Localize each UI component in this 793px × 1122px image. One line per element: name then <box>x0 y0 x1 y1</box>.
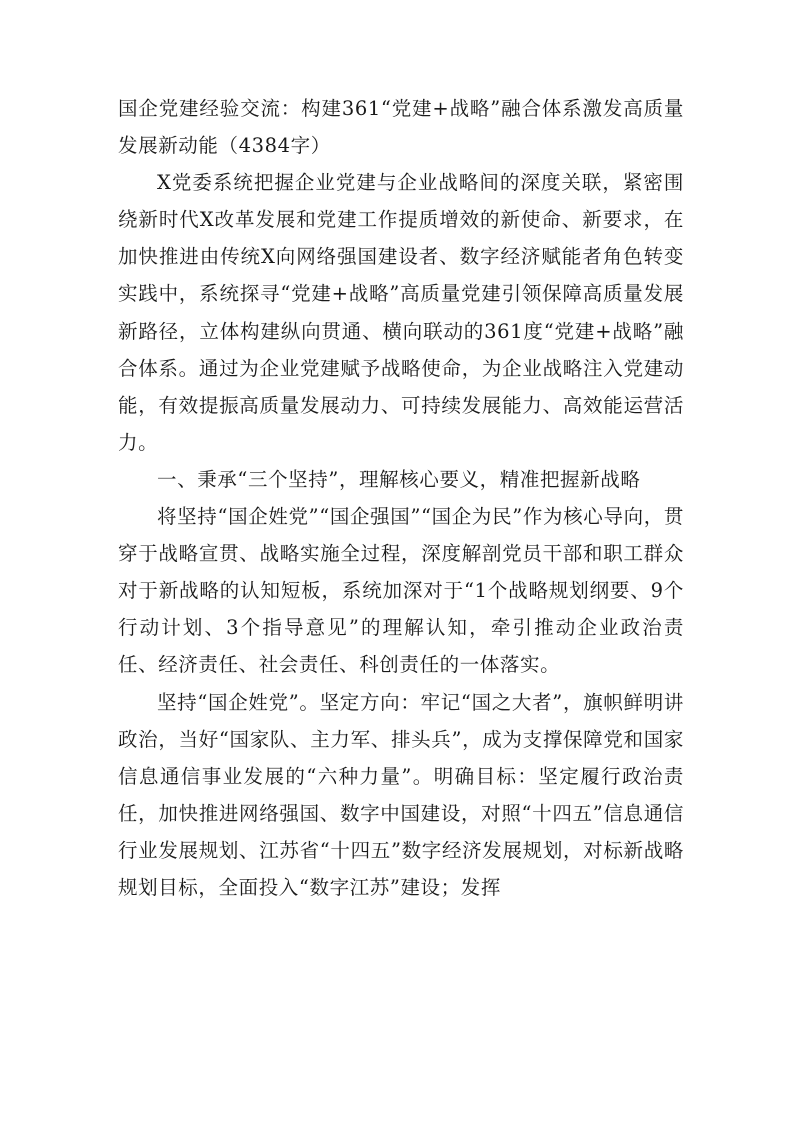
document-title: 国企党建经验交流：构建361“党建+战略”融合体系激发高质量发展新动能（4384字） <box>118 97 684 158</box>
section-heading-1: 一、秉承“三个坚持”，理解核心要义，精准把握新战略 <box>157 467 641 491</box>
intro-paragraph: X党委系统把握企业党建与企业战略间的深度关联，紧密围绕新时代X改革发展和党建工作提质增效的新使命、新要求，在加快推进由传统X向网络强国建设者、数字经济赋能者角色转变实践中，系统探寻“党建+战略”高质量党建引领保障高质量发展新路径，立体构建纵向贯通、横向联动的361度“党建+战略”融合体系。通过为企业党建赋予战略使命，为企业战略注入党建动能，有效提振高质量发展动力、可持续发展能力、高效能运营活力。 <box>118 171 684 454</box>
section-1-paragraph: 将坚持“国企姓党”“国企强国”“国企为民”作为核心导向，贯穿于战略宣贯、战略实施全过程，深度解剖党员干部和职工群众对于新战略的认知短板，系统加深对于“1个战略规划纲要、9个行动计划、3个指导意见”的理解认知，牵引推动企业政治责任、经济责任、社会责任、科创责任的一体落实。 <box>118 505 684 677</box>
guojin-xingdang-paragraph: 坚持“国企姓党”。坚定方向：牢记“国之大者”，旗帜鲜明讲政治，当好“国家队、主力军、排头兵”，成为支撑保障党和国家信息通信事业发展的“六种力量”。明确目标：坚定履行政治责任，加快推进网络强国、数字中国建设，对照“十四五”信息通信行业发展规划、江苏省“十四五”数字经济发展规划，对标新战略规划目标，全面投入“数字江苏”建设；发挥 <box>118 690 684 899</box>
document-body <box>118 90 684 906</box>
